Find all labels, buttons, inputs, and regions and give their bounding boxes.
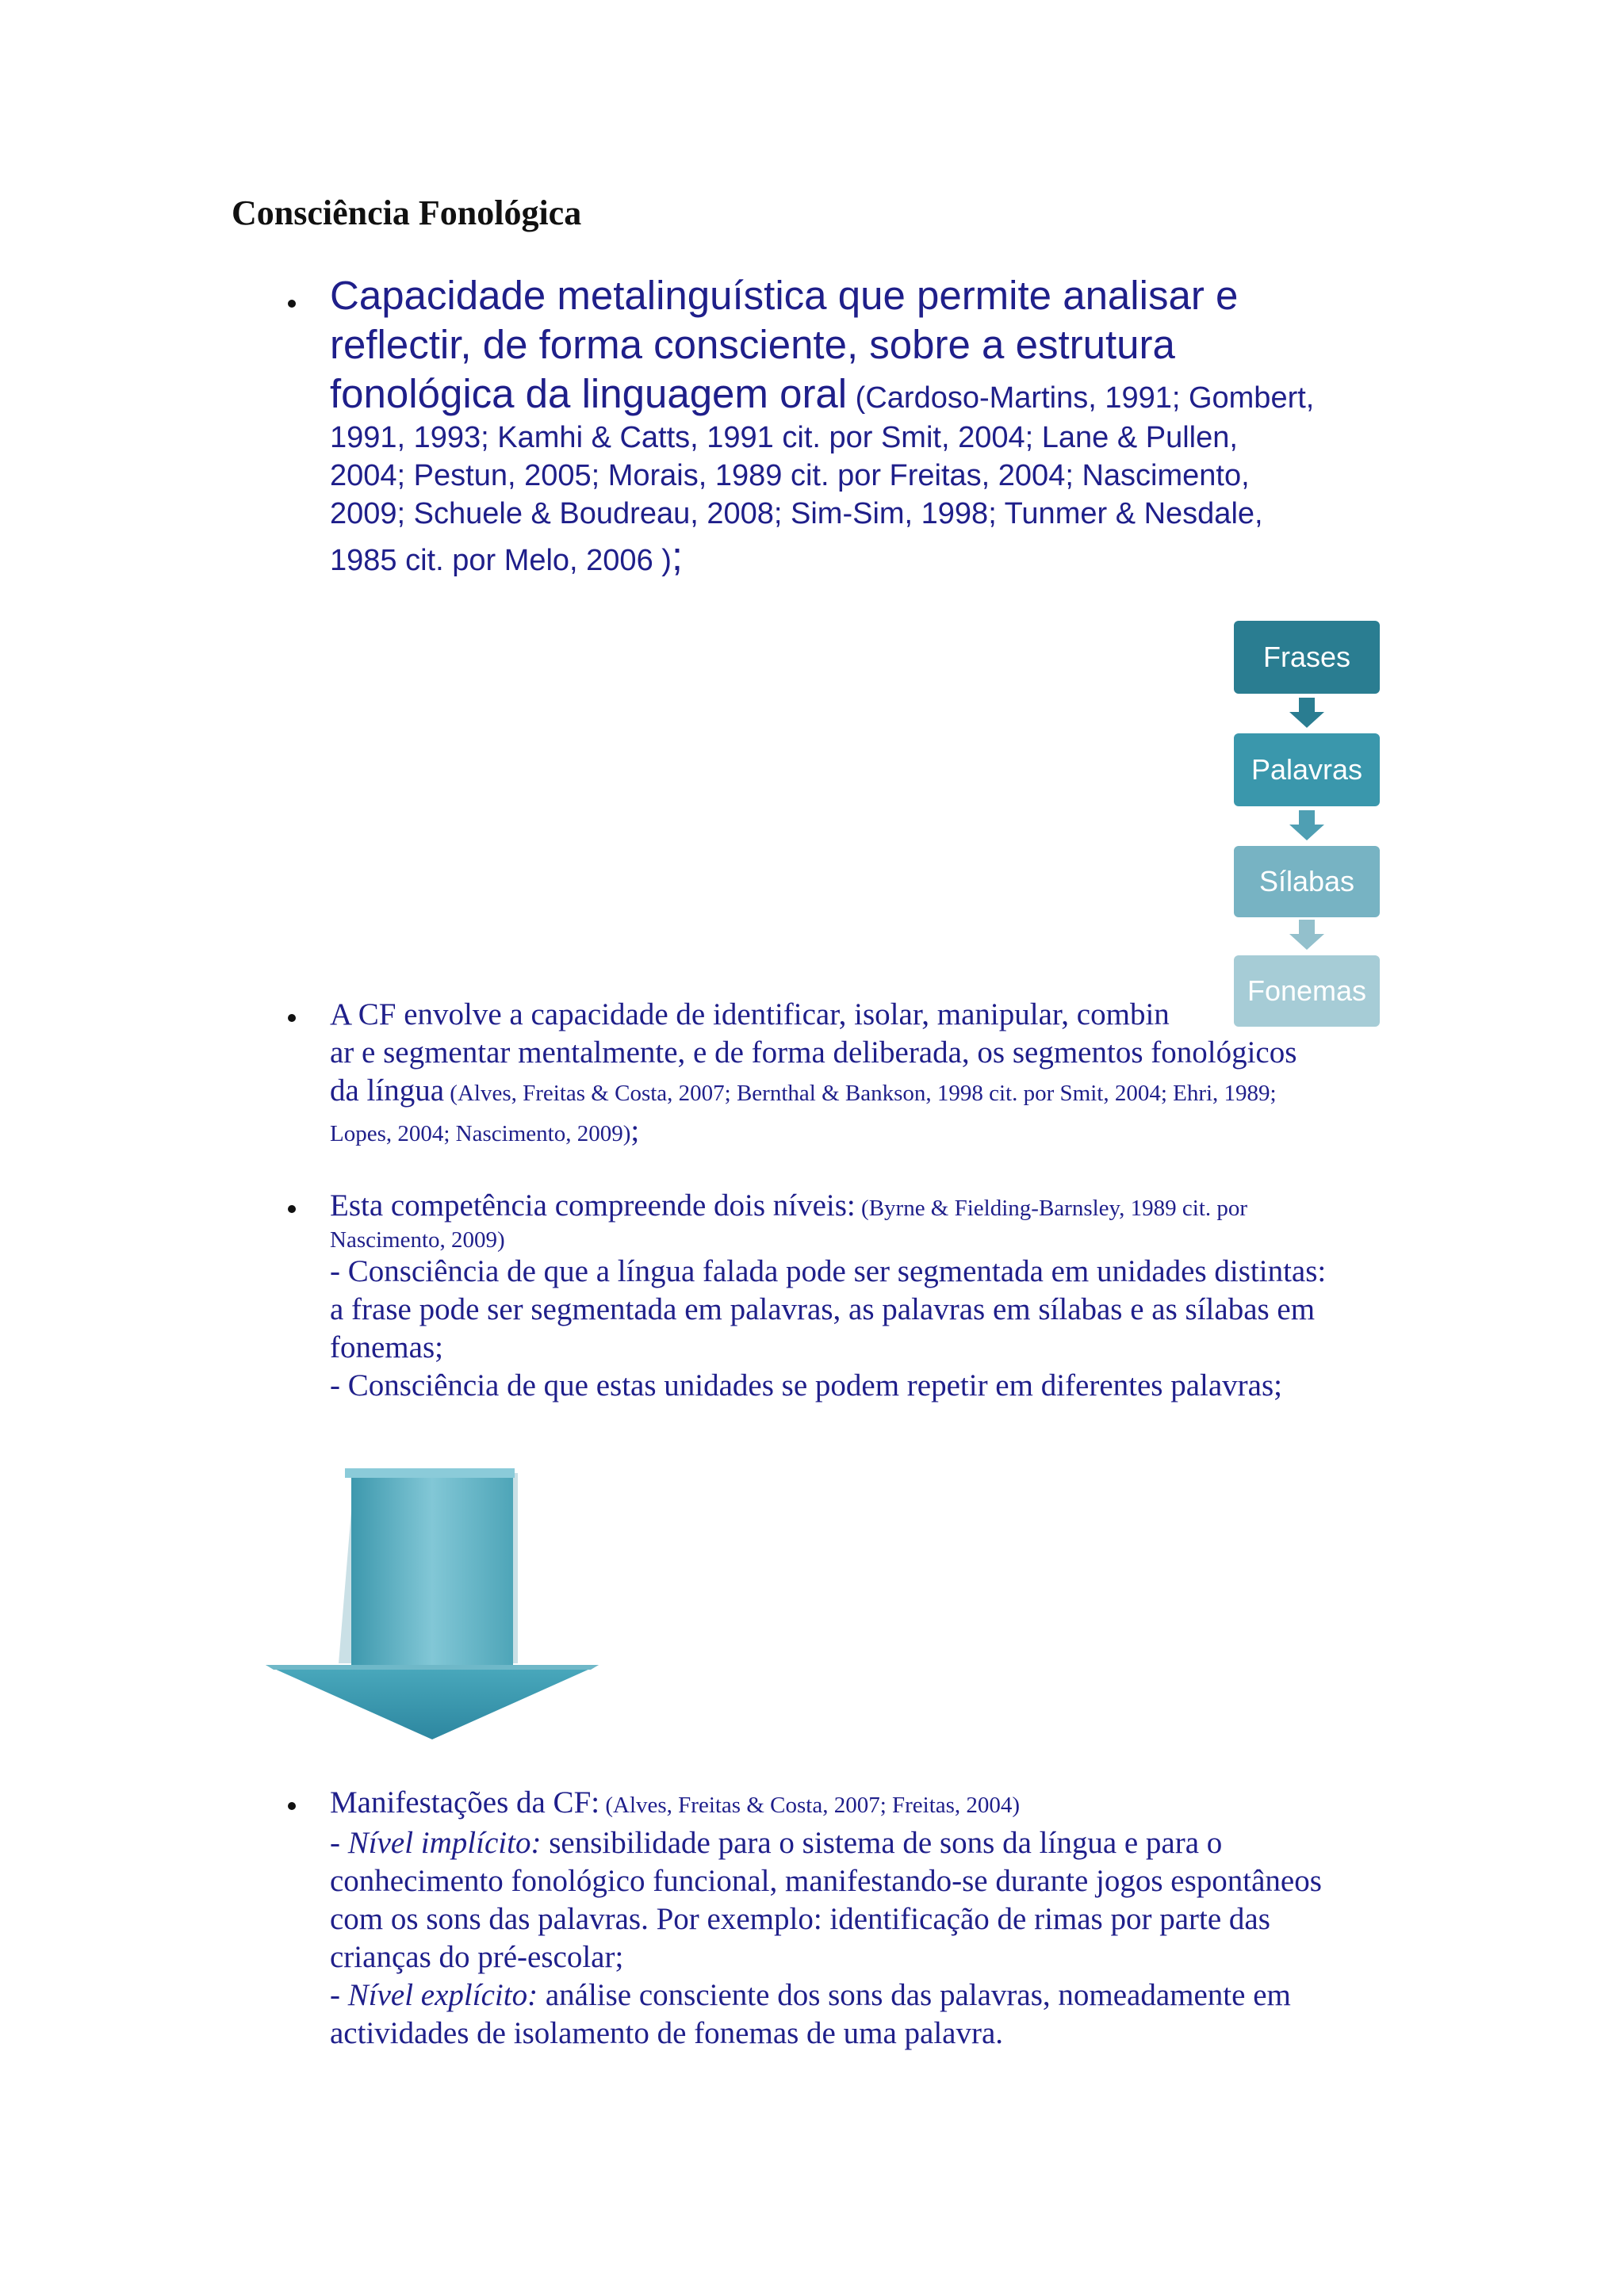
bullet-4-text [330,1784,1396,2053]
diagram-box-fonemas: Fonemas [1234,955,1380,1027]
diagram-arrow-3 [1288,920,1326,951]
bullet-dot-1 [288,300,296,308]
bullet-1-end: ; [671,534,684,579]
bullet-2-line-3-main: da língua [330,1073,445,1108]
bullet-3-line-6: - Consciência de que estas unidades se podem repetir em diferentes palavras; [330,1368,1282,1402]
bullet-4-explicit-line-2: actividades de isolamento de fonemas de uma palavra. [330,2016,1004,2050]
bullet-3-line-2-cite: Nascimento, 2009) [330,1227,505,1253]
diagram-arrow-1 [1288,698,1326,729]
diagram-box-silabas: Sílabas [1234,846,1380,917]
page-title: Consciência Fonológica [232,193,582,232]
diagram-box-palavras: Palavras [1234,733,1380,806]
bullet-3-line-3: - Consciência de que a língua falada pode ser segmentada em unidades distintas: [330,1254,1327,1288]
bullet-3-line-4: a frase pode ser segmentada em palavras, as palavras em sílabas e as sílabas em [330,1292,1316,1326]
bullet-4-explicit-prefix: - [330,1978,348,2012]
bullet-2-line-2: ar e segmentar mentalmente, e de forma deliberada, os segmentos fonológicos [330,1035,1297,1070]
bullet-2-line-4-end: ; [630,1114,640,1148]
bullet-4-implicit-line-4: crianças do pré-escolar; [330,1940,624,1974]
big-down-arrow [266,1465,607,1743]
bullet-1-cite-line-1: 1991, 1993; Kamhi & Catts, 1991 cit. por Smit, 2004; Lane & Pullen, [330,421,1238,454]
bullet-dot-3 [288,1205,296,1213]
bullet-4-explicit-line-1: análise consciente dos sons das palavras, nomeadamente em [538,1978,1291,2012]
bullet-2-line-1: A CF envolve a capacidade de identificar, isolar, manipular, combin [330,997,1170,1031]
bullet-2-line-4-cite: Lopes, 2004; Nascimento, 2009) [330,1121,631,1146]
bullet-1-line-2: reflectir, de forma consciente, sobre a estrutura [330,322,1175,367]
bullet-2-line-3-cite: (Alves, Freitas & Costa, 2007; Bernthal & Bankson, 1998 cit. por Smit, 2004; Ehri, 1989; [444,1081,1277,1106]
bullet-1-line-3-main: fonológica da linguagem oral [330,371,848,416]
bullet-1-text [330,271,1392,591]
bullet-2-text [330,996,1396,1153]
bullet-4-implicit-line-1: sensibilidade para o sistema de sons da língua e para o [541,1826,1223,1860]
diagram-arrow-2 [1288,810,1326,842]
bullet-1-cite-last: 1985 cit. por Melo, 2006 ) [330,544,672,577]
bullet-3-line-5: fonemas; [330,1330,443,1364]
bullet-dot-4 [288,1802,296,1810]
bullet-4-line-1-main: Manifestações da CF: [330,1785,600,1820]
bullet-4-implicit-line-3: com os sons das palavras. Por exemplo: identificação de rimas por parte das [330,1902,1270,1936]
bullet-1-line-3-cite: (Cardoso-Martins, 1991; Gombert, [847,381,1315,415]
bullet-4-implicit-prefix: - [330,1826,348,1860]
bullet-1-line-1: Capacidade metalinguística que permite analisar e [330,273,1239,318]
bullet-1-cite-line-3: 2009; Schuele & Boudreau, 2008; Sim-Sim, 1998; Tunmer & Nesdale, [330,497,1263,530]
bullet-3-line-1-main: Esta competência compreende dois níveis: [330,1188,856,1223]
diagram-box-frases: Frases [1234,621,1380,694]
bullet-1-cite-line-2: 2004; Pestun, 2005; Morais, 1989 cit. por Freitas, 2004; Nascimento, [330,459,1250,492]
bullet-4-explicit-label: Nível explícito: [347,1978,538,2012]
bullet-3-text [330,1187,1396,1405]
bullet-4-implicit-label: Nível implícito: [347,1826,542,1860]
bullet-dot-2 [288,1014,296,1022]
bullet-3-line-1-cite: (Byrne & Fielding-Barnsley, 1989 cit. por [855,1196,1248,1221]
bullet-4-implicit-line-2: conhecimento fonológico funcional, manifestando-se durante jogos espontâneos [330,1864,1322,1898]
bullet-4-line-1-cite: (Alves, Freitas & Costa, 2007; Freitas, 2004) [599,1793,1021,1818]
